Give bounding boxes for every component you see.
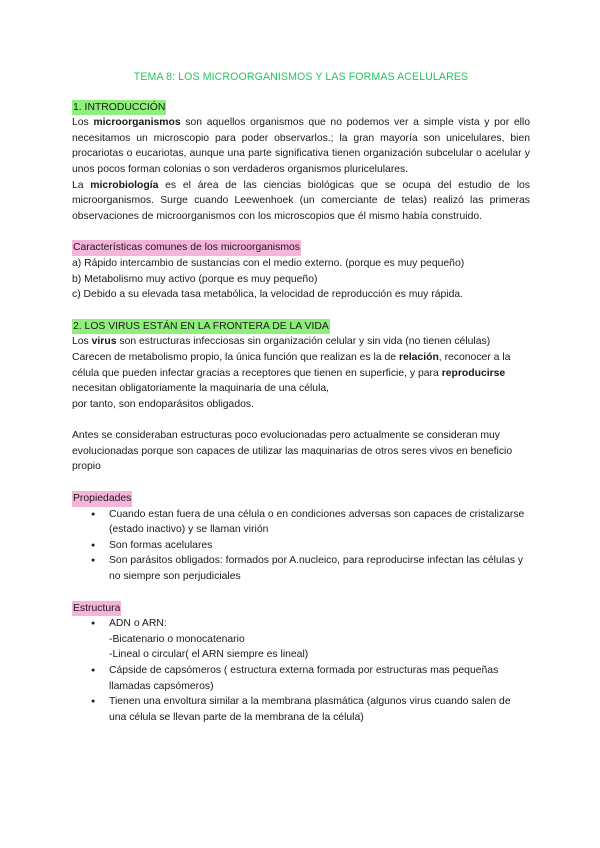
text-run: son aquellos organismos que no podemos ver a simple vista y por ello necesitamos un microscopio para poder observarlos.; la gran mayoría son unicelulares, bien procariotas o eucariotas, aunque una parte significativa tienen organización subcelular o acelular y unos pocos forman colonias o son verdaderos organismos pluricelulares. bbox=[72, 117, 531, 175]
bold-term: microorganismos bbox=[93, 117, 181, 129]
page-title: TEMA 8: LOS MICROORGANISMOS Y LAS FORMAS ACELULARES bbox=[133, 71, 469, 83]
section-introduccion bbox=[72, 100, 530, 225]
list-item: b) Metabolismo muy activo (porque es muy pequeño) bbox=[72, 273, 318, 285]
section-caracteristicas bbox=[72, 240, 530, 302]
sub-item: -Lineal o circular( el ARN siempre es lineal) bbox=[109, 649, 309, 661]
text-run: La bbox=[72, 179, 91, 191]
subsection-heading: Propiedades bbox=[72, 491, 132, 507]
bold-term: virus bbox=[91, 336, 117, 348]
text-run: necesitan obligatoriamente la maquinaria de una célula, bbox=[72, 383, 330, 395]
text-run: por tanto, son endoparásitos obligados. bbox=[72, 398, 254, 410]
paragraph-virus-def bbox=[72, 334, 530, 350]
paragraph-microorganismos bbox=[72, 115, 530, 177]
text-run: Carecen de metabolismo propio, la única función que realizan es la de bbox=[72, 351, 399, 363]
bullet-item: ● Cuando estan fuera de una célula o en condiciones adversas son capaces de cristalizarse (estado inactivo) y se llaman virión bbox=[109, 507, 530, 538]
bullet-list bbox=[72, 507, 530, 585]
list-item: a) Rápido intercambio de sustancias con el medio externo. (porque es muy pequeño) bbox=[72, 257, 465, 269]
bullet-item: ● Son parásitos obligados: formados por A.nucleico, para reproducirse infectan las células y no siempre son perjudiciales bbox=[109, 553, 530, 584]
list-item: c) Debido a su elevada tasa metabólica, la velocidad de reproducción es muy rápida. bbox=[72, 289, 464, 301]
text-run: ADN o ARN: bbox=[109, 618, 167, 630]
bullet-list bbox=[72, 616, 530, 725]
section-heading: 1. INTRODUCCIÓN bbox=[72, 100, 166, 116]
bold-term: relación bbox=[398, 351, 439, 363]
bullet-item: ● Son formas acelulares bbox=[109, 538, 530, 554]
document-page bbox=[72, 70, 530, 725]
paragraph-virus-metabolismo bbox=[72, 350, 530, 412]
bold-term: reproducirse bbox=[441, 367, 506, 379]
text-run: , reconocer a la célula que pueden infectar gracias a receptores que tienen en superficie, y para bbox=[72, 351, 511, 379]
text-run: Los bbox=[72, 117, 94, 129]
bullet-item: ● Tienen una envoltura similar a la membrana plasmática (algunos virus cuando salen de una célula se llevan parte de la membrana de la célula) bbox=[109, 694, 530, 725]
section-virus bbox=[72, 319, 530, 475]
subsection-heading: Características comunes de los microorganismos bbox=[72, 240, 301, 256]
subsection-heading: Estructura bbox=[72, 601, 121, 617]
bullet-item: ● Cápside de capsómeros ( estructura externa formada por estructuras mas pequeñas llamadas capsómeros) bbox=[109, 663, 530, 694]
sub-item: -Bicatenario o monocatenario bbox=[109, 633, 245, 645]
bullet-item bbox=[109, 616, 530, 663]
paragraph-microbiologia bbox=[72, 178, 530, 225]
text-run: Los bbox=[72, 336, 92, 348]
text-run: es el área de las ciencias biológicas que se ocupa del estudio de los microorganismos. Surge cuando Leewenhoek (un comerciante de telas) realizó las primeras observaciones de microorganismos con los microscopios que él mismo había construido. bbox=[72, 179, 530, 222]
text-run: son estructuras infecciosas sin organización celular y sin vida (no tienen células) bbox=[116, 336, 491, 348]
bold-term: microbiología bbox=[90, 179, 159, 191]
section-estructura bbox=[72, 601, 530, 726]
section-propiedades bbox=[72, 491, 530, 585]
section-heading: 2. LOS VIRUS ESTÁN EN LA FRONTERA DE LA VIDA bbox=[72, 319, 330, 335]
paragraph-evolucion: Antes se consideraban estructuras poco evolucionadas pero actualmente se consideran muy evolucionadas porque son capaces de utilizar las maquinarias de otros seres vivos en beneficio propio bbox=[72, 430, 513, 473]
